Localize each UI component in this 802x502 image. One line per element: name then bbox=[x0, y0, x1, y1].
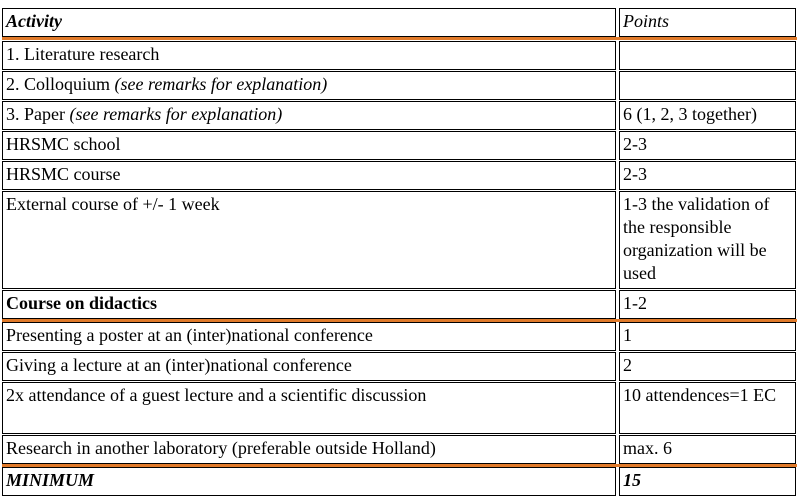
table-row-activity: HRSMC course bbox=[2, 161, 616, 190]
table-row-points: 2-3 bbox=[619, 131, 796, 160]
table-row-activity: Research in another laboratory (preferable outside Holland) bbox=[2, 435, 616, 464]
footer-minimum-points: 15 bbox=[619, 467, 796, 496]
table-row-activity: 3. Paper (see remarks for explanation) bbox=[2, 101, 616, 130]
table-row-points bbox=[619, 71, 796, 100]
table-row-points: 1 bbox=[619, 322, 796, 351]
table-row-points bbox=[619, 41, 796, 70]
table-row-activity: External course of +/- 1 week bbox=[2, 191, 616, 289]
table-row-activity: Giving a lecture at an (inter)national conference bbox=[2, 352, 616, 381]
header-activity: Activity bbox=[2, 8, 616, 37]
table-row-points: 6 (1, 2, 3 together) bbox=[619, 101, 796, 130]
table-row-points: 1-3 the validation of the responsible organization will be used bbox=[619, 191, 796, 289]
header-divider bbox=[2, 37, 797, 40]
table-row-points: 1-2 bbox=[619, 290, 796, 319]
table-row-activity: 2. Colloquium (see remarks for explanation) bbox=[2, 71, 616, 100]
table-row-activity: 2x attendance of a guest lecture and a scientific discussion bbox=[2, 382, 616, 434]
table-row-activity: 1. Literature research bbox=[2, 41, 616, 70]
table-row-activity: HRSMC school bbox=[2, 131, 616, 160]
table-row-activity: Course on didactics bbox=[2, 290, 616, 319]
table-row-points: 10 attendences=1 EC bbox=[619, 382, 796, 434]
table-row-points: max. 6 bbox=[619, 435, 796, 464]
header-points: Points bbox=[619, 8, 796, 37]
footer-minimum-label: MINIMUM bbox=[2, 467, 616, 496]
table-row-points: 2-3 bbox=[619, 161, 796, 190]
table-row-points: 2 bbox=[619, 352, 796, 381]
table-row-activity: Presenting a poster at an (inter)national conference bbox=[2, 322, 616, 351]
